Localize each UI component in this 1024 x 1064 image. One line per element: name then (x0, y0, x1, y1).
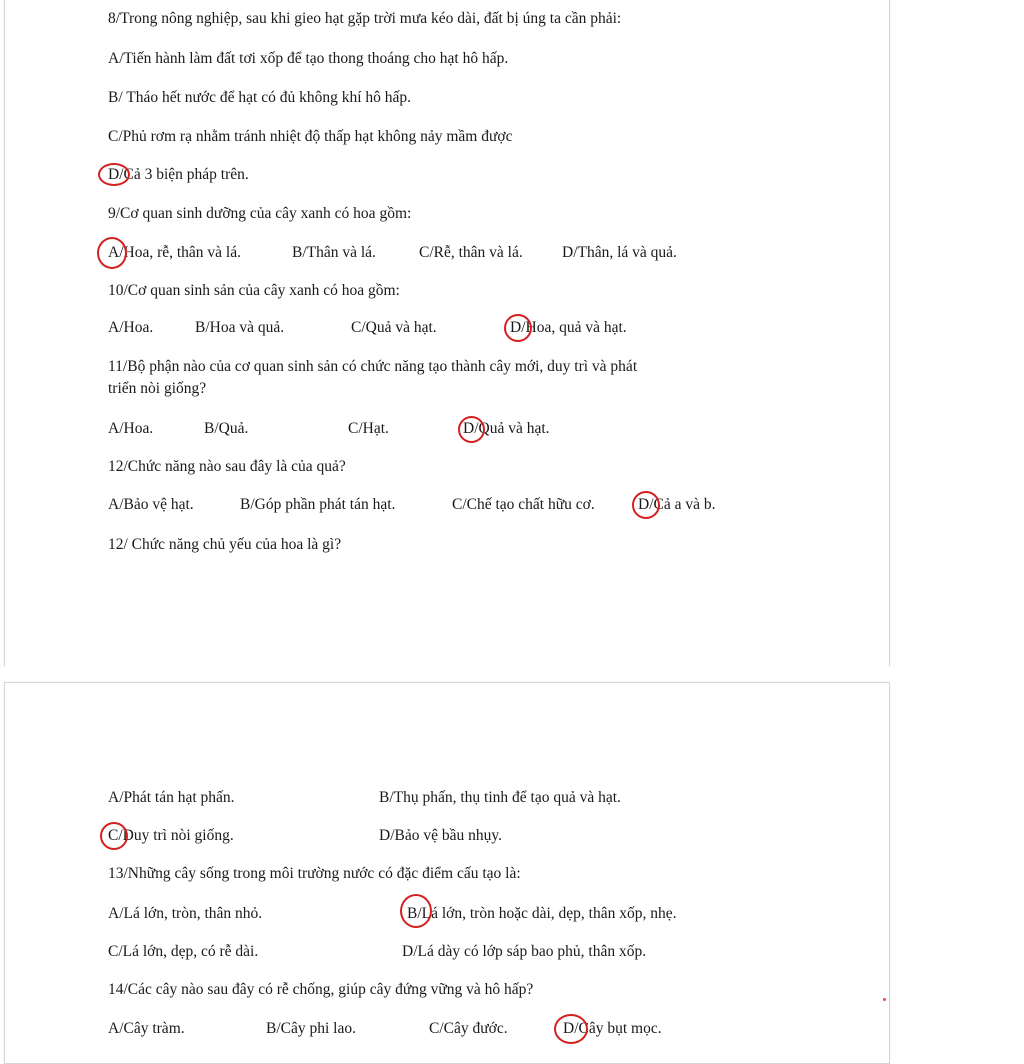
q8-option-d: D/Cả 3 biện pháp trên. (108, 166, 249, 183)
q12-option-d: D/Cả a và b. (638, 496, 716, 513)
q14-option-c: C/Cây đước. (429, 1020, 508, 1037)
stray-mark (883, 998, 886, 1001)
q11-option-b: B/Quả. (204, 420, 249, 437)
q10-option-b: B/Hoa và quả. (195, 319, 285, 336)
q12b-option-b: B/Thụ phấn, thụ tinh để tạo quả và hạt. (379, 789, 621, 806)
q14-question: 14/Các cây nào sau đây có rễ chống, giúp cây đứng vững và hô hấp? (108, 981, 534, 998)
q8-question: 8/Trong nông nghiệp, sau khi gieo hạt gặp trời mưa kéo dài, đất bị úng ta cần phải: (108, 10, 622, 27)
answer-circle-q12 (632, 491, 660, 519)
q13-option-c: C/Lá lớn, dẹp, có rễ dài. (108, 943, 259, 960)
answer-circle-q11 (458, 416, 485, 443)
q13-option-a: A/Lá lớn, tròn, thân nhỏ. (108, 905, 263, 922)
q14-option-b: B/Cây phi lao. (266, 1020, 356, 1037)
answer-circle-q12b (100, 822, 128, 850)
q10-option-d: D/Hoa, quả và hạt. (510, 319, 627, 336)
q9-option-b: B/Thân và lá. (292, 244, 376, 261)
q13-question: 13/Những cây sống trong môi trường nước có đặc điểm cấu tạo là: (108, 865, 521, 882)
q10-question: 10/Cơ quan sinh sản của cây xanh có hoa gồm: (108, 282, 400, 299)
q8-option-a: A/Tiến hành làm đất tơi xốp để tạo thong thoáng cho hạt hô hấp. (108, 50, 509, 67)
q12b-option-c: C/Duy trì nòi giống. (108, 827, 234, 844)
q9-option-d: D/Thân, lá và quả. (562, 244, 677, 261)
q12-option-a: A/Bảo vệ hạt. (108, 496, 194, 513)
page-gap (0, 666, 1024, 682)
answer-circle-q8 (98, 163, 130, 186)
answer-circle-q14 (554, 1014, 588, 1044)
q10-option-a: A/Hoa. (108, 319, 154, 336)
q9-option-a: A/Hoa, rễ, thân và lá. (108, 244, 241, 261)
answer-circle-q10 (504, 314, 532, 342)
q12b-option-d: D/Bảo vệ bầu nhụy. (379, 827, 502, 844)
q13-option-d: D/Lá dày có lớp sáp bao phủ, thân xốp. (402, 943, 647, 960)
q11-question-line1: 11/Bộ phận nào của cơ quan sinh sản có chức năng tạo thành cây mới, duy trì và phát (108, 358, 638, 375)
q12b-option-a: A/Phát tán hạt phấn. (108, 789, 235, 806)
q11-option-a: A/Hoa. (108, 420, 154, 437)
q9-option-c: C/Rễ, thân và lá. (419, 244, 523, 261)
q12-option-b: B/Góp phần phát tán hạt. (240, 496, 396, 513)
q11-option-d: D/Quả và hạt. (463, 420, 550, 437)
q10-option-c: C/Quả và hạt. (351, 319, 437, 336)
q8-option-b: B/ Tháo hết nước để hạt có đủ không khí hô hấp. (108, 89, 412, 106)
q12b-question: 12/ Chức năng chủ yếu của hoa là gì? (108, 536, 342, 553)
q11-option-c: C/Hạt. (348, 420, 389, 437)
q12-option-c: C/Chế tạo chất hữu cơ. (452, 496, 595, 513)
q14-option-d: D/Cây bụt mọc. (563, 1020, 662, 1037)
q11-question-line2: triển nòi giống? (108, 380, 207, 397)
q12-question: 12/Chức năng nào sau đây là của quả? (108, 458, 346, 475)
answer-circle-q13 (400, 894, 432, 928)
q13-option-b: B/Lá lớn, tròn hoặc dài, dẹp, thân xốp, nhẹ. (407, 905, 677, 922)
q8-option-c: C/Phủ rơm rạ nhằm tránh nhiệt độ thấp hạt không nảy mầm được (108, 128, 513, 145)
q14-option-a: A/Cây tràm. (108, 1020, 185, 1037)
answer-circle-q9 (97, 237, 127, 269)
q9-question: 9/Cơ quan sinh dưỡng của cây xanh có hoa gồm: (108, 205, 412, 222)
